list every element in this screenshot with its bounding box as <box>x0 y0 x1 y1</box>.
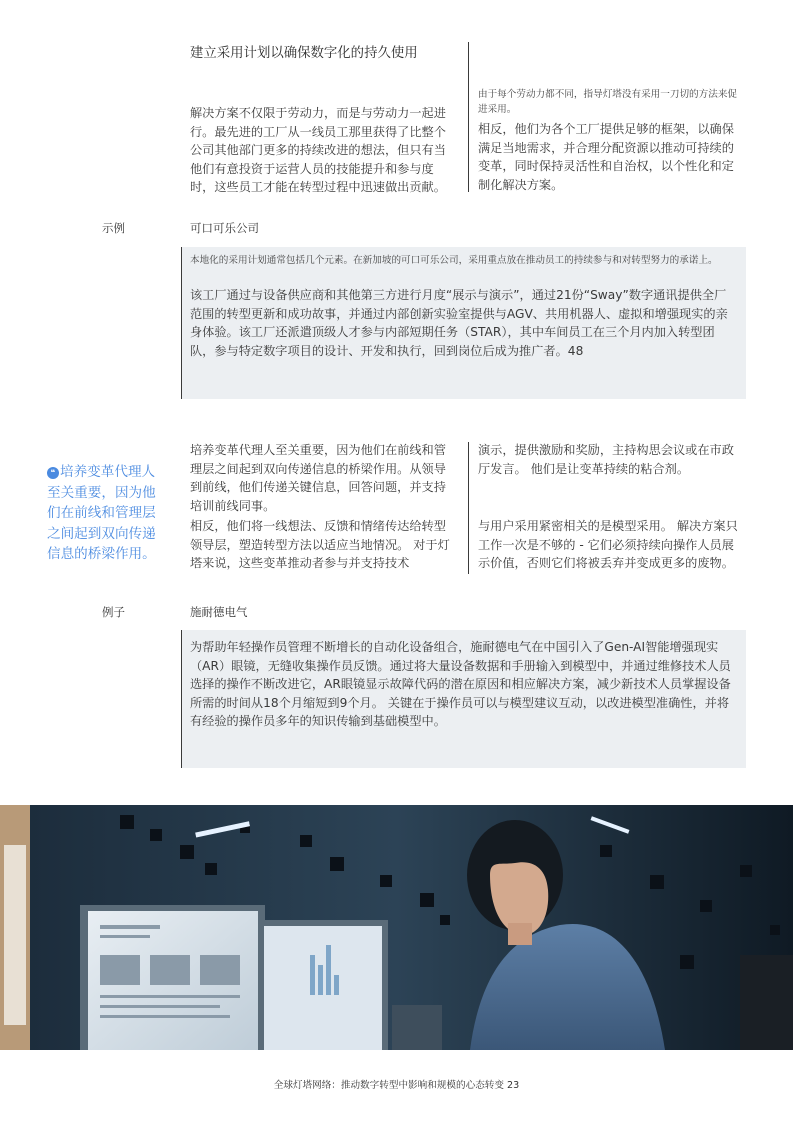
section-left-text: 培养变革代理人至关重要，因为他们在前线和管理层之间起到双向传递信息的桥梁作用。从领导到前线，他们传递关键信息，回答问题，并支持培训前线同事。 <box>190 443 446 513</box>
page-footer: 全球灯塔网络：推动数字转型中影响和规模的心态转变 23 <box>273 1080 520 1091</box>
example-company: 施耐德电气 <box>190 605 248 619</box>
example-text: 该工厂通过与设备供应商和其他第三方进行月度“展示与演示”，通过21份“Sway”数字通讯提供全厂范围的转型更新和成功故事，并通过内部创新实验室提供与AGV、共用机器人、虚拟和增强现实的亲身体验。该工厂还派遣顶级人才参与内部短期任务（STAR），其中车间员工在三个月内加入转型团队，参与特定数字项目的设计、开发和执行，回到岗位后成为推广者。48 <box>190 288 728 358</box>
factory-photo <box>0 805 793 1050</box>
section-left-text: 相反，他们将一线想法、反馈和情绪传达给转型领导层，塑造转型方法以适应当地情况。 对于灯塔来说，这些变革推动者参与并支持技术 <box>190 519 450 570</box>
section-left-text: 解决方案不仅限于劳动力，而是与劳动力一起进行。最先进的工厂从一线员工那里获得了比整个公司其他部门更多的持续改进的想法，但只有当他们有意投资于运营人员的技能提升和参与度时，这些员工才能在转型过程中迅速做出贡献。 <box>190 106 446 194</box>
column-divider <box>468 42 469 192</box>
section-right-text: 与用户采用紧密相关的是模型采用。 解决方案只工作一次是不够的 - 它们必须持续向操作人员展示价值，否则它们将被丢弃并变成更多的废物。 <box>478 519 738 570</box>
section-title: 建立采用计划以确保数字化的持久使用 <box>190 46 418 61</box>
section-right-note: 由于每个劳动力都不同，指导灯塔没有采用一刀切的方法来促进采用。 <box>478 89 738 115</box>
quote-icon: ❝ <box>47 467 59 479</box>
pull-quote-text: 培养变革代理人至关重要，因为他们在前线和管理层之间起到双向传递信息的桥梁作用。 <box>47 464 156 562</box>
column-divider <box>468 442 469 574</box>
example-company: 可口可乐公司 <box>190 221 259 235</box>
pull-quote <box>47 462 165 565</box>
section-right-text: 演示，提供激励和奖励，主持构思会议或在市政厅发言。 他们是让变革持续的粘合剂。 <box>478 443 734 476</box>
example-text: 为帮助年轻操作员管理不断增长的自动化设备组合，施耐德电气在中国引入了Gen-AI智能增强现实（AR）眼镜，无缝收集操作员反馈。通过将大量设备数据和手册输入到模型中，并通过维修技术人员选择的操作不断改进它，AR眼镜显示故障代码的潜在原因和相应解决方案，减少新技术人员掌握设备所需的时间从18个月缩短到9个月。 关键在于操作员可以与模型建议互动，以改进模型准确性，并将有经验的操作员多年的知识传输到基础模型中。 <box>190 640 731 728</box>
section-right-text: 相反，他们为各个工厂提供足够的框架，以确保满足当地需求，并合理分配资源以推动可持续的变革，同时保持灵活性和自治权，以个性化和定制化解决方案。 <box>478 122 734 192</box>
example-label: 例子 <box>102 605 125 619</box>
example-label: 示例 <box>102 221 125 235</box>
example-intro: 本地化的采用计划通常包括几个元素。在新加坡的可口可乐公司，采用重点放在推动员工的持续参与和对转型努力的承诺上。 <box>190 255 718 266</box>
